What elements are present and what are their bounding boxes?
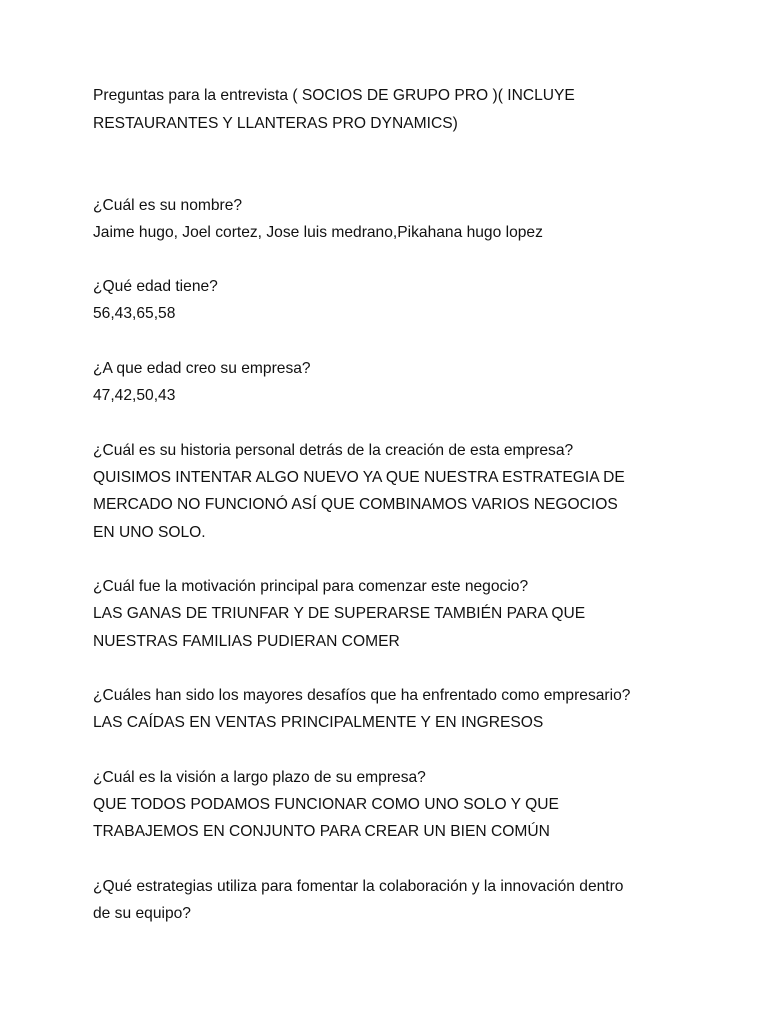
- answer-history-line-3: EN UNO SOLO.: [93, 524, 206, 541]
- answer-founding-age: 47,42,50,43: [93, 387, 176, 404]
- question-strategies-line-1: ¿Qué estrategias utiliza para fomentar la colaboración y la innovación dentro: [93, 878, 624, 895]
- answer-vision-line-1: QUE TODOS PODAMOS FUNCIONAR COMO UNO SOLO Y QUE: [93, 796, 559, 813]
- question-motivation: ¿Cuál fue la motivación principal para comenzar este negocio?: [93, 578, 529, 595]
- answer-vision-line-2: TRABAJEMOS EN CONJUNTO PARA CREAR UN BIEN COMÚN: [93, 823, 550, 840]
- answer-history-line-1: QUISIMOS INTENTAR ALGO NUEVO YA QUE NUESTRA ESTRATEGIA DE: [93, 469, 625, 486]
- answer-motivation-line-1: LAS GANAS DE TRIUNFAR Y DE SUPERARSE TAMBIÉN PARA QUE: [93, 605, 586, 622]
- answer-challenges: LAS CAÍDAS EN VENTAS PRINCIPALMENTE Y EN INGRESOS: [93, 714, 544, 731]
- question-challenges: ¿Cuáles han sido los mayores desafíos que ha enfrentado como empresario?: [93, 687, 631, 704]
- question-age: ¿Qué edad tiene?: [93, 278, 218, 295]
- question-name: ¿Cuál es su nombre?: [93, 197, 243, 214]
- doc-title-line-2: RESTAURANTES Y LLANTERAS PRO DYNAMICS): [93, 115, 458, 132]
- doc-title-line-1: Preguntas para la entrevista ( SOCIOS DE GRUPO PRO )( INCLUYE: [93, 87, 575, 104]
- question-history: ¿Cuál es su historia personal detrás de la creación de esta empresa?: [93, 442, 574, 459]
- answer-age: 56,43,65,58: [93, 305, 176, 322]
- question-founding-age: ¿A que edad creo su empresa?: [93, 360, 311, 377]
- question-strategies-line-2: de su equipo?: [93, 905, 191, 922]
- answer-history-line-2: MERCADO NO FUNCIONÓ ASÍ QUE COMBINAMOS VARIOS NEGOCIOS: [93, 496, 618, 513]
- question-vision: ¿Cuál es la visión a largo plazo de su empresa?: [93, 769, 426, 786]
- answer-name: Jaime hugo, Joel cortez, Jose luis medrano,Pikahana hugo lopez: [93, 224, 543, 241]
- answer-motivation-line-2: NUESTRAS FAMILIAS PUDIERAN COMER: [93, 633, 400, 650]
